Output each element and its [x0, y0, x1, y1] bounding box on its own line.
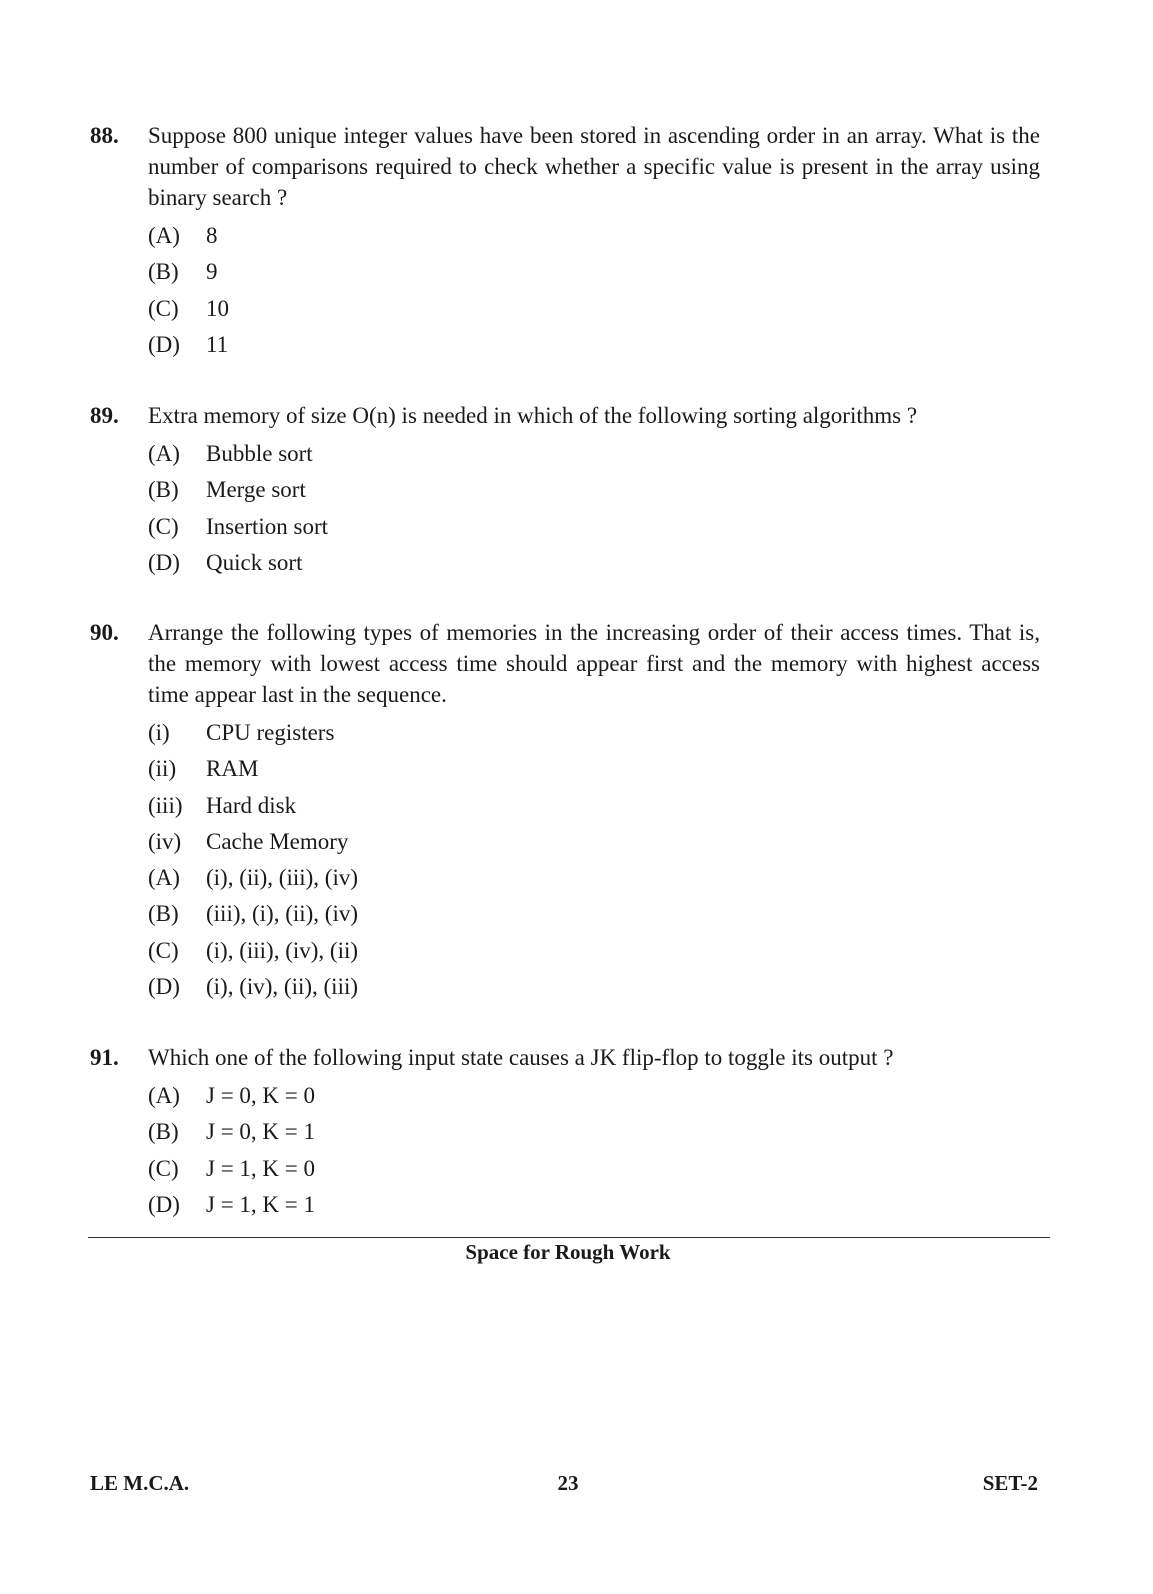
question-text: Suppose 800 unique integer values have been stored in ascending order in an array. What is the number of comparisons required to check whether a specific value is present in the array using binary search ? — [148, 123, 1040, 210]
option-label: (ii) — [148, 756, 177, 782]
option-text: Cache Memory — [206, 828, 349, 854]
question-number: 89. — [90, 403, 119, 428]
option-a — [148, 218, 1040, 254]
option-label: (B) — [148, 259, 179, 285]
option-label: (D) — [148, 1191, 180, 1217]
option-text: CPU registers — [206, 720, 335, 745]
option-label: (iv) — [148, 828, 182, 854]
item-iv — [148, 824, 1040, 860]
option-label: (A) — [148, 441, 180, 466]
option-label: (A) — [148, 223, 180, 248]
option-c — [148, 509, 1040, 545]
option-text: (i), (iii), (iv), (ii) — [206, 937, 359, 963]
rough-work-heading: Space for Rough Work — [465, 1240, 671, 1264]
question-89 — [90, 400, 1040, 581]
option-label: (A) — [148, 1083, 180, 1108]
item-iii — [148, 788, 1040, 824]
divider-line — [88, 1237, 1050, 1238]
option-d — [148, 545, 1040, 581]
option-label: (B) — [148, 477, 179, 503]
option-text: Quick sort — [206, 549, 303, 575]
option-list — [148, 436, 1040, 581]
option-text: 11 — [206, 331, 229, 357]
option-a — [148, 436, 1040, 472]
option-b — [148, 254, 1040, 290]
option-label: (D) — [148, 549, 180, 575]
option-text: RAM — [206, 756, 259, 782]
option-label: (C) — [148, 513, 179, 539]
option-label: (D) — [148, 974, 180, 1000]
option-label: (C) — [148, 295, 179, 321]
option-text: J = 1, K = 1 — [206, 1191, 316, 1217]
option-text: (i), (ii), (iii), (iv) — [206, 865, 359, 891]
option-label: (C) — [148, 937, 179, 963]
question-text: Extra memory of size O(n) is needed in which of the following sorting algorithms ? — [148, 403, 918, 428]
option-c — [148, 1151, 1040, 1187]
option-label: (C) — [148, 1155, 179, 1181]
option-label: (B) — [148, 1119, 179, 1145]
option-label: (i) — [148, 720, 170, 745]
option-list — [148, 218, 1040, 363]
question-text: Arrange the following types of memories in the increasing order of their access times. That is, the memory with lowest access time should appear first and the memory with highest access time appear last in the sequence. — [148, 620, 1040, 707]
option-list — [148, 715, 1040, 1005]
option-d — [148, 1187, 1040, 1223]
question-88 — [90, 120, 1040, 363]
option-text: (i), (iv), (ii), (iii) — [206, 974, 359, 1000]
option-d — [148, 327, 1040, 363]
option-text: 9 — [206, 259, 218, 285]
option-text: J = 0, K = 1 — [206, 1119, 316, 1145]
option-label: (D) — [148, 331, 180, 357]
option-c — [148, 291, 1040, 327]
option-d — [148, 969, 1040, 1005]
option-a — [148, 1078, 1040, 1114]
option-list — [148, 1078, 1040, 1223]
option-text: J = 1, K = 0 — [206, 1155, 316, 1181]
question-text: Which one of the following input state causes a JK flip-flop to toggle its output ? — [148, 1045, 894, 1070]
option-text: Hard disk — [206, 792, 297, 818]
option-label: (B) — [148, 901, 179, 927]
option-c — [148, 933, 1040, 969]
question-number: 90. — [90, 620, 119, 645]
option-b — [148, 1114, 1040, 1150]
question-91 — [90, 1042, 1040, 1223]
option-text: Insertion sort — [206, 513, 329, 539]
footer-page-number: 23 — [557, 1471, 579, 1495]
option-label: (iii) — [148, 792, 183, 818]
option-text: (iii), (i), (ii), (iv) — [206, 901, 359, 927]
option-text: 8 — [206, 223, 218, 248]
question-number: 88. — [90, 123, 119, 148]
question-90 — [90, 617, 1040, 1005]
option-text: 10 — [206, 295, 229, 321]
question-number: 91. — [90, 1045, 119, 1070]
item-ii — [148, 751, 1040, 787]
option-text: J = 0, K = 0 — [206, 1083, 316, 1108]
footer-exam-code: LE M.C.A. — [90, 1471, 190, 1495]
option-text: Bubble sort — [206, 441, 313, 466]
option-b — [148, 896, 1040, 932]
option-b — [148, 472, 1040, 508]
item-i — [148, 715, 1040, 751]
option-a — [148, 860, 1040, 896]
option-label: (A) — [148, 865, 180, 891]
footer-set-code: SET-2 — [982, 1471, 1038, 1495]
option-text: Merge sort — [206, 477, 306, 503]
